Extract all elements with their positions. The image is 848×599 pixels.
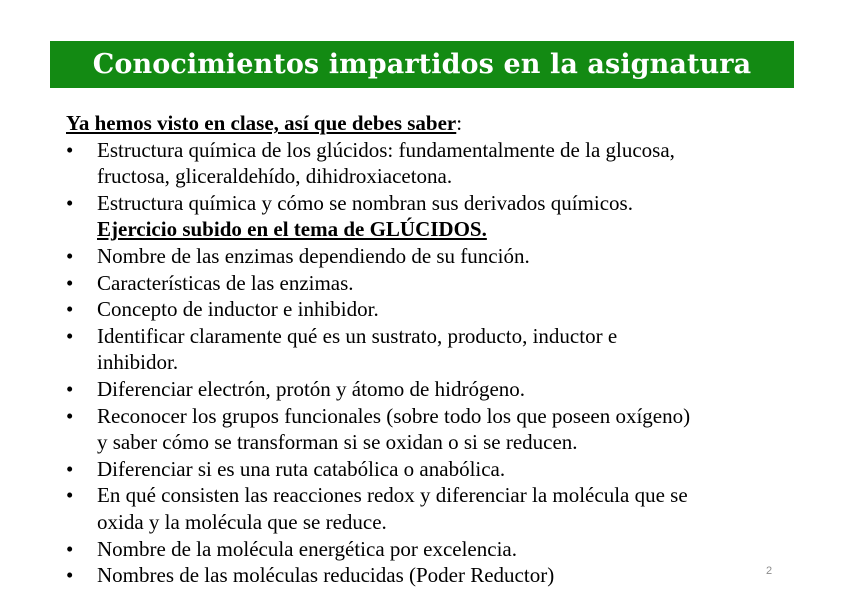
exercise-note: Ejercicio subido en el tema de GLÚCIDOS. (97, 217, 487, 242)
list-item-text: oxida y la molécula que se reduce. (97, 509, 387, 534)
list-item-text: Concepto de inductor e inhibidor. (97, 297, 379, 322)
list-item-text: Identificar claramente qué es un sustrato, producto, inductor e (97, 323, 618, 348)
list-item (66, 482, 796, 535)
slide-title: Conocimientos impartidos en la asignatura (92, 49, 752, 80)
list-item (66, 562, 796, 589)
list-item-text: y saber cómo se transforman si se oxidan o si se reducen. (97, 430, 578, 455)
page-number: 2 (766, 565, 773, 577)
list-item (66, 270, 796, 297)
bullet-icon: • (66, 323, 74, 348)
bullet-icon: • (66, 563, 74, 588)
bullet-icon: • (66, 536, 74, 561)
bullet-icon: • (66, 137, 74, 162)
list-item (66, 456, 796, 483)
list-item-text: Reconocer los grupos funcionales (sobre todo los que poseen oxígeno) (97, 403, 691, 428)
bullet-list (66, 137, 796, 589)
list-item-text: Nombres de las moléculas reducidas (Poder Reductor) (97, 563, 555, 588)
slide-content (66, 110, 796, 589)
bullet-icon: • (66, 376, 74, 401)
list-item-text: Diferenciar si es una ruta catabólica o anabólica. (97, 456, 506, 481)
list-item (66, 323, 796, 376)
list-item-text: inhibidor. (97, 350, 179, 375)
list-item-text: En qué consisten las reacciones redox y diferenciar la molécula que se (97, 483, 688, 508)
list-item-text: Estructura química y cómo se nombran sus derivados químicos. (97, 190, 633, 215)
list-item-text: Nombre de las enzimas dependiendo de su función. (97, 243, 530, 268)
list-item-text: Características de las enzimas. (97, 270, 354, 295)
list-item (66, 137, 796, 190)
bullet-icon: • (66, 297, 74, 322)
bullet-icon: • (66, 403, 74, 428)
bullet-icon: • (66, 270, 74, 295)
list-item (66, 243, 796, 270)
list-item-text: Nombre de la molécula energética por excelencia. (97, 536, 517, 561)
bullet-icon: • (66, 456, 74, 481)
bullet-icon: • (66, 483, 74, 508)
list-item (66, 190, 796, 243)
intro-text: Ya hemos visto en clase, así que debes saber (66, 111, 457, 135)
list-item (66, 376, 796, 403)
list-item-text: Diferenciar electrón, protón y átomo de hidrógeno. (97, 376, 526, 401)
intro-line (66, 110, 796, 137)
list-item (66, 536, 796, 563)
list-item-text: Estructura química de los glúcidos: fundamentalmente de la glucosa, (97, 137, 675, 162)
list-item (66, 403, 796, 456)
bullet-icon: • (66, 243, 74, 268)
title-bar (50, 41, 794, 88)
intro-colon: : (456, 111, 463, 135)
bullet-icon: • (66, 190, 74, 215)
list-item (66, 296, 796, 323)
list-item-text: fructosa, gliceraldehído, dihidroxiacetona. (97, 164, 453, 189)
